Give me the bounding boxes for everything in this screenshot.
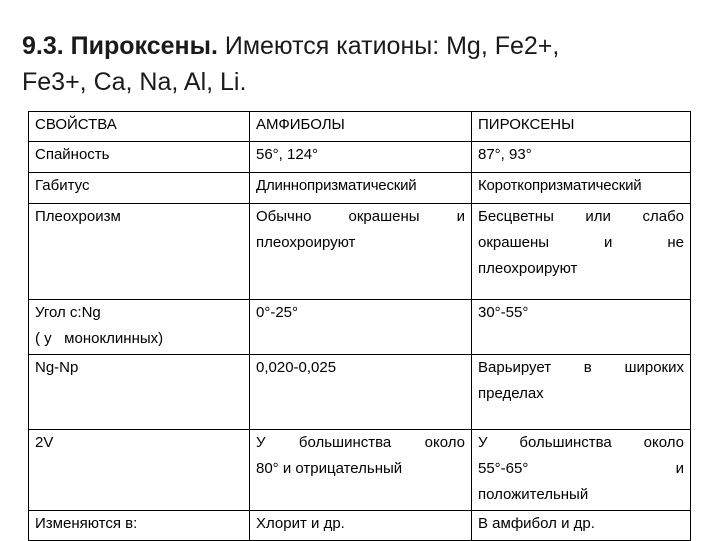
alteration-amphibole: Хлорит и др. <box>250 511 472 541</box>
angle-label-line2: ( у моноклинных) <box>35 330 164 347</box>
word: Обычно <box>256 208 312 225</box>
birefringence-pyroxene-line2: пределах <box>478 385 544 402</box>
page-title <box>22 28 702 100</box>
word: около <box>424 434 465 451</box>
pleochroism-amphibole-line2: плеохроируют <box>256 234 356 251</box>
word: или <box>585 208 611 225</box>
alteration-pyroxene: В амфибол и др. <box>472 511 691 541</box>
twov-pyroxene-line3: положительный <box>478 486 589 503</box>
pleochroism-amphibole <box>250 204 472 300</box>
word: 55°-65° <box>478 460 529 477</box>
table-row-cleavage <box>29 142 691 173</box>
word: около <box>643 434 684 451</box>
table-row-2v <box>29 430 691 511</box>
alteration-label: Изменяются в: <box>29 511 250 541</box>
angle-amphibole: 0°-25° <box>250 300 472 355</box>
cleavage-label: Спайность <box>29 142 250 173</box>
word: большинства <box>298 434 392 451</box>
habit-label: Габитус <box>29 173 250 204</box>
word: и <box>456 208 465 225</box>
pleochroism-label: Плеохроизм <box>29 204 250 300</box>
word: в <box>583 359 592 376</box>
birefringence-label: Ng-Np <box>29 355 250 430</box>
birefringence-amphibole: 0,020-0,025 <box>250 355 472 430</box>
angle-label <box>29 300 250 355</box>
word: большинства <box>519 434 612 451</box>
twov-amphibole-line2: 80° и отрицательный <box>256 460 403 477</box>
habit-amphibole: Длиннопризматический <box>250 173 472 204</box>
habit-pyroxene: Короткопризматический <box>472 173 691 204</box>
birefringence-pyroxene-line1 <box>478 355 684 381</box>
word: Варьирует <box>478 359 552 376</box>
angle-label-line1: Угол c:Ng <box>35 304 101 321</box>
pleochroism-pyroxene-line1 <box>478 204 684 230</box>
twov-amphibole-line1 <box>256 430 465 456</box>
pleochroism-pyroxene-line3: плеохроируют <box>478 260 578 277</box>
pleochroism-pyroxene-line2 <box>478 230 684 256</box>
word: У <box>478 434 488 451</box>
birefringence-pyroxene <box>472 355 691 430</box>
angle-pyroxene: 30°-55° <box>472 300 691 355</box>
header-properties: СВОЙСТВА <box>29 112 250 142</box>
twov-pyroxene <box>472 430 691 511</box>
cleavage-pyroxene: 87°, 93° <box>472 142 691 173</box>
word: слабо <box>642 208 684 225</box>
title-cations: Имеются катионы: Mg, Fe2+, <box>217 32 560 60</box>
properties-table <box>28 111 691 541</box>
table-row-pleochroism <box>29 204 691 300</box>
header-amphiboles: АМФИБОЛЫ <box>250 112 472 142</box>
twov-pyroxene-line1 <box>478 430 684 456</box>
cleavage-amphibole: 56°, 124° <box>250 142 472 173</box>
table-row-birefringence <box>29 355 691 430</box>
twov-label: 2V <box>29 430 250 511</box>
header-pyroxenes: ПИРОКСЕНЫ <box>472 112 691 142</box>
twov-pyroxene-line2 <box>478 456 684 482</box>
word: У <box>256 434 266 451</box>
pleochroism-amphibole-line1 <box>256 204 465 230</box>
table-row-habit <box>29 173 691 204</box>
word: окрашены <box>478 234 550 251</box>
word: и <box>604 234 613 251</box>
table-header-row <box>29 112 691 142</box>
twov-amphibole <box>250 430 472 511</box>
word: Бесцветны <box>478 208 554 225</box>
pleochroism-pyroxene <box>472 204 691 300</box>
table-row-alteration <box>29 511 691 541</box>
word: широких <box>624 359 684 376</box>
table-row-extinction-angle <box>29 300 691 355</box>
title-cations-line2: Fe3+, Ca, Na, Al, Li. <box>22 68 247 96</box>
title-bold: 9.3. Пироксены. <box>22 32 218 60</box>
word: и <box>675 460 684 477</box>
word: не <box>667 234 684 251</box>
word: окрашены <box>348 208 420 225</box>
